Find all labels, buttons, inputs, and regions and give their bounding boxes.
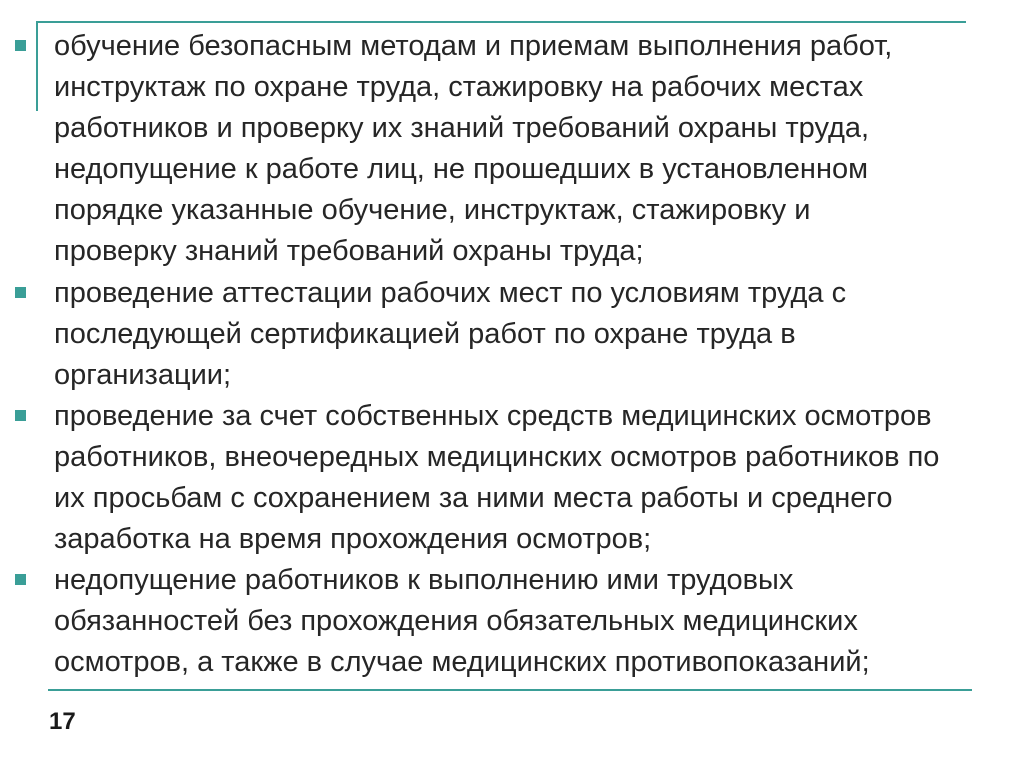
- list-item-text: проведение аттестации рабочих мест по условиям труда с последующей сертификацией работ по охране труда в организации;: [54, 276, 847, 391]
- page-number: 17: [49, 708, 76, 735]
- list-item: [12, 560, 1002, 683]
- list-item: [12, 26, 1002, 273]
- list-item-text: недопущение работников к выполнению ими трудовых обязанностей без прохождения обязательных медицинских осмотров, а также в случае медицинских противопоказаний;: [54, 564, 870, 679]
- list-item-text: обучение безопасным методам и приемам выполнения работ, инструктаж по охране труда, стажировку на рабочих местах работников и проверку их знаний требований охраны труда, недопущение к работе лиц, не прошедших в установленном порядке указанные обучение, инструктаж, стажировку и проверку знаний требований охраны труда;: [54, 30, 893, 268]
- bullet-list: [12, 26, 1002, 684]
- bottom-divider-line: [48, 689, 972, 691]
- square-bullet-icon: [15, 287, 26, 298]
- list-item: [12, 273, 1002, 396]
- square-bullet-icon: [15, 40, 26, 51]
- square-bullet-icon: [15, 410, 26, 421]
- list-item-text: проведение за счет собственных средств медицинских осмотров работников, внеочередных медицинских осмотров работников по их просьбам с сохранением за ними места работы и среднего заработка на время прохождения осмотров;: [54, 399, 940, 556]
- list-item: [12, 396, 1002, 560]
- square-bullet-icon: [15, 574, 26, 585]
- top-divider-line: [36, 21, 966, 23]
